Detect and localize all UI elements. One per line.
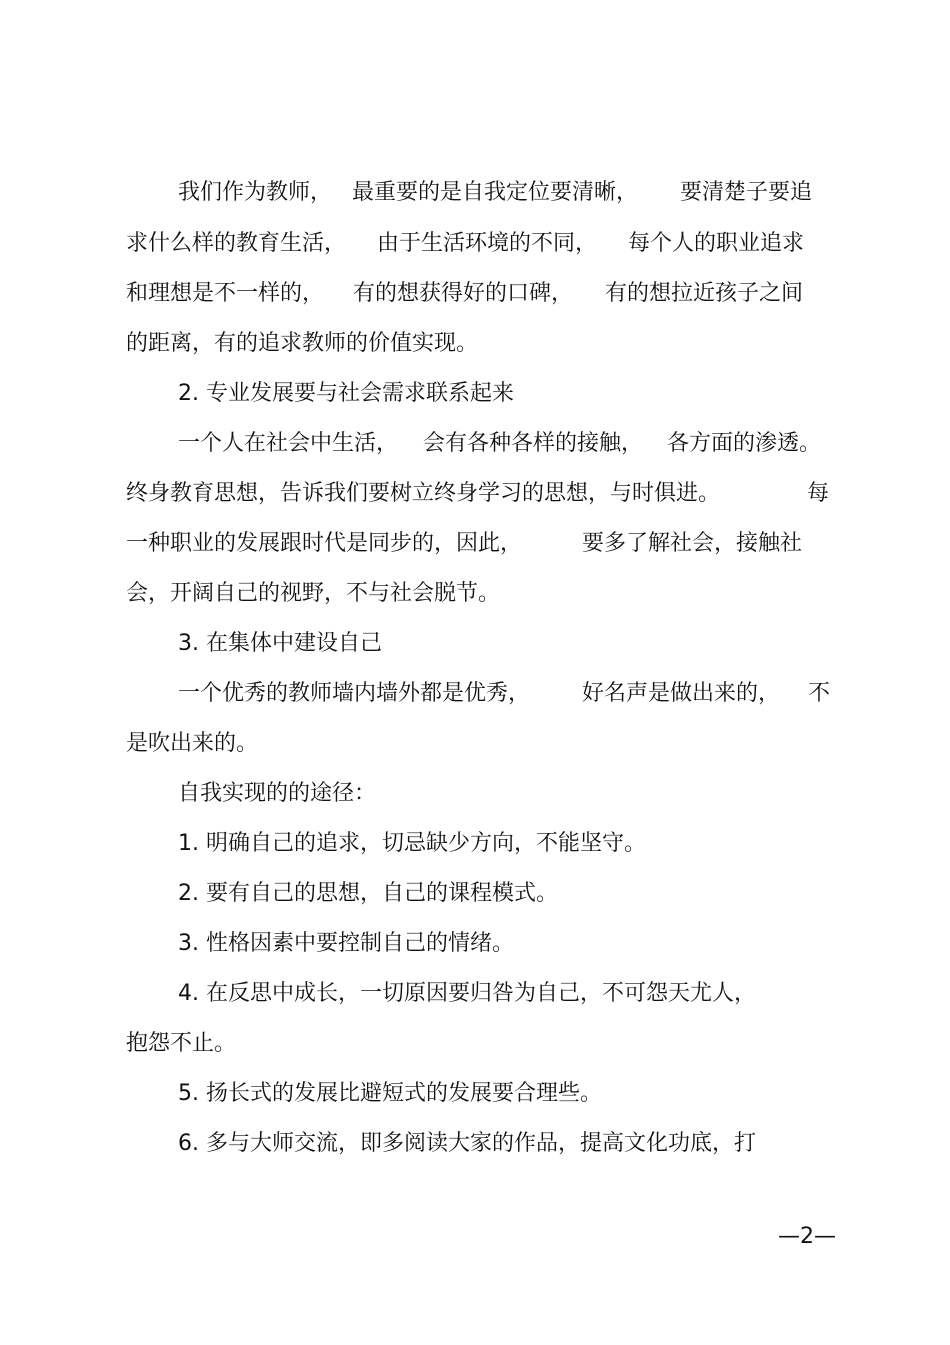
page-number: —2—: [778, 1224, 836, 1249]
text-segment: 会有各种各样的接触，: [423, 431, 644, 456]
paragraph-line: [0, 529, 950, 559]
paragraph-line: [0, 178, 950, 208]
text-segment: 最重要的是自我定位要清晰，: [352, 180, 639, 205]
list-item-continuation: [0, 1029, 950, 1059]
list-item-text: 2. 要有自己的思想，自己的课程模式。: [178, 881, 558, 906]
paragraph-line: [0, 279, 950, 309]
heading-text: 3. 在集体中建设自己: [178, 631, 382, 656]
paragraph-line: [0, 229, 950, 259]
list-item: [0, 979, 950, 1009]
text-segment: 各方面的渗透。: [667, 431, 822, 456]
list-item-text: 5. 扬长式的发展比避短式的发展要合理些。: [178, 1081, 602, 1106]
text-segment: 终身教育思想，告诉我们要树立终身学习的思想，与时俱进。: [126, 481, 721, 506]
text-segment: 有的想拉近孩子之间: [605, 281, 804, 306]
text-segment: 和理想是不一样的，: [126, 281, 325, 306]
section-heading: [0, 629, 950, 659]
text-segment: 是吹出来的。: [126, 731, 259, 756]
text-segment: 不: [808, 681, 831, 706]
text-segment: 的距离，有的追求教师的价值实现。: [126, 331, 479, 356]
list-item: [0, 1129, 950, 1159]
paragraph-line: [0, 429, 950, 459]
list-item: [0, 1079, 950, 1109]
text-segment: 要清楚子要追: [680, 180, 813, 205]
section-heading: [0, 379, 950, 409]
list-item-text: 1. 明确自己的追求，切忌缺少方向，不能坚守。: [178, 831, 646, 856]
list-title: [0, 779, 950, 809]
text-segment: 好名声是做出来的，: [582, 681, 781, 706]
text-segment: 我们作为教师，: [178, 180, 333, 205]
list-item-text: 4. 在反思中成长，一切原因要归咎为自己，不可怨天尤人，: [178, 981, 756, 1006]
heading-text: 2. 专业发展要与社会需求联系起来: [178, 381, 514, 406]
list-item-text: 6. 多与大师交流，即多阅读大家的作品，提高文化功底，打: [178, 1131, 756, 1156]
list-item-text: 3. 性格因素中要控制自己的情绪。: [178, 931, 514, 956]
text-segment: 一种职业的发展跟时代是同步的，因此，: [126, 531, 523, 556]
text-segment: 有的想获得好的口碑，: [353, 281, 574, 306]
list-item-text: 抱怨不止。: [126, 1031, 237, 1056]
text-segment: 会，开阔自己的视野，不与社会脱节。: [126, 581, 501, 606]
list-item: [0, 879, 950, 909]
text-segment: 每: [807, 481, 830, 506]
list-item: [0, 829, 950, 859]
text-segment: 每个人的职业追求: [628, 231, 805, 256]
list-item: [0, 929, 950, 959]
text-segment: 由于生活环境的不同，: [377, 231, 598, 256]
list-title-text: 自我实现的的途径：: [178, 781, 377, 806]
text-segment: 求什么样的教育生活，: [126, 231, 347, 256]
paragraph-line: [0, 579, 950, 609]
paragraph-line: [0, 679, 950, 709]
paragraph-line: [0, 329, 950, 359]
paragraph-line: [0, 479, 950, 509]
text-segment: 一个优秀的教师墙内墙外都是优秀，: [178, 681, 531, 706]
text-segment: 一个人在社会中生活，: [178, 431, 399, 456]
paragraph-line: [0, 729, 950, 759]
text-segment: 要多了解社会，接触社: [582, 531, 803, 556]
